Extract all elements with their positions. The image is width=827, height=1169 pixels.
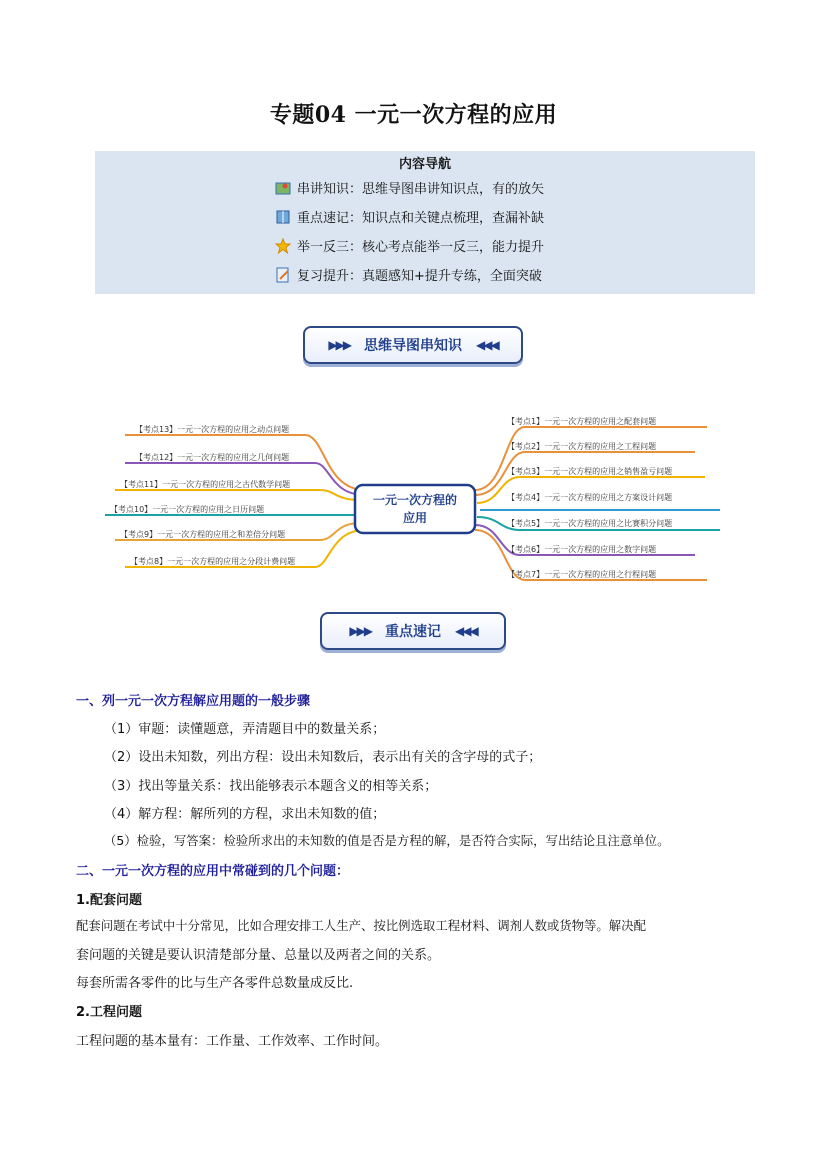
mindmap-topic-6: 【考点6】一元一次方程的应用之数字问题: [507, 545, 657, 554]
mindmap-topic-1: 【考点1】一元一次方程的应用之配套问题: [507, 417, 657, 426]
nav-item-label: 复习提升：真题感知+提升专练，全面突破: [297, 269, 542, 284]
section2-heading: 二、一元一次方程的应用中常碰到的几个问题：: [76, 864, 350, 879]
nav-item-review-knowledge: [275, 178, 544, 197]
mindmap-topic-11: 【考点11】一元一次方程的应用之古代数学问题: [120, 480, 291, 489]
paragraph-matching-1: 配套问题在考试中十分常见，比如合理安排工人生产、按比例选取工程材料、调剂人数或货物等。解决配: [76, 918, 646, 933]
arrow-left-icon: ◀◀◀: [476, 338, 498, 352]
mindmap-topic-7: 【考点7】一元一次方程的应用之行程问题: [507, 570, 657, 579]
paragraph-work: 工程问题的基本量有：工作量、工作效率、工作时间。: [76, 1034, 389, 1049]
nav-item-label: 举一反三：核心考点能举一反三，能力提升: [297, 240, 545, 255]
map-icon: [275, 180, 291, 196]
nav-item-examples: [275, 236, 544, 255]
mindmap-topic-12: 【考点12】一元一次方程的应用之几何问题: [135, 453, 290, 462]
mindmap-topic-4: 【考点4】一元一次方程的应用之方案设计问题: [507, 493, 673, 502]
center-label-line1: 一元一次方程的: [372, 493, 458, 507]
paragraph-matching-2: 套问题的关键是要认识清楚部分量、总量以及两者之间的关系。: [76, 948, 441, 963]
content-navigation: [95, 151, 755, 294]
edit-icon: [275, 267, 291, 283]
nav-item-key-notes: [275, 207, 544, 226]
mindmap-topic-5: 【考点5】一元一次方程的应用之比赛积分问题: [507, 519, 673, 528]
mindmap-topic-9: 【考点9】一元一次方程的应用之和差倍分问题: [120, 530, 286, 539]
mindmap-topic-2: 【考点2】一元一次方程的应用之工程问题: [507, 442, 657, 451]
mindmap-banner: [303, 326, 523, 364]
star-icon: [275, 238, 291, 254]
banner-label: 思维导图串知识: [364, 338, 462, 354]
step-2: （2）设出未知数，列出方程：设出未知数后，表示出有关的含字母的式子；: [104, 750, 542, 765]
page-title: 专题04 一元一次方程的应用: [269, 102, 558, 128]
center-label-line2: 应用: [402, 511, 428, 525]
arrow-right-icon: ▶▶▶: [328, 338, 350, 352]
arrow-left-icon: ◀◀◀: [455, 624, 477, 638]
section1-heading: 一、列一元一次方程解应用题的一般步骤: [76, 694, 311, 709]
book-icon: [275, 209, 291, 225]
step-3: （3）找出等量关系：找出能够表示本题含义的相等关系；: [104, 779, 438, 794]
paragraph-matching-3: 每套所需各零件的比与生产各零件总数量成反比.: [76, 976, 354, 991]
step-4: （4）解方程：解所列的方程，求出未知数的值；: [104, 807, 386, 822]
mindmap-topic-8: 【考点8】一元一次方程的应用之分段计费问题: [130, 557, 296, 566]
step-5: （5）检验，写答案：检验所求出的未知数的值是否是方程的解，是否符合实际，写出结论且注意单位。: [104, 833, 670, 848]
subheading-matching-problem: 1.配套问题: [76, 893, 142, 908]
mind-map: [95, 405, 735, 595]
key-notes-banner: [320, 612, 506, 650]
nav-item-label: 串讲知识：思维导图串讲知识点，有的放矢: [297, 182, 545, 197]
mindmap-topic-10: 【考点10】一元一次方程的应用之日历问题: [110, 505, 265, 514]
nav-heading: 内容导航: [398, 157, 451, 172]
mindmap-topic-13: 【考点13】一元一次方程的应用之动点问题: [135, 425, 290, 434]
nav-item-label: 重点速记：知识点和关键点梳理，查漏补缺: [297, 211, 545, 226]
arrow-right-icon: ▶▶▶: [349, 624, 371, 638]
step-1: （1）审题：读懂题意，弄清题目中的数量关系；: [104, 722, 386, 737]
mindmap-topic-3: 【考点3】一元一次方程的应用之销售盈亏问题: [507, 467, 673, 476]
banner-label: 重点速记: [385, 624, 441, 640]
subheading-work-problem: 2.工程问题: [76, 1005, 142, 1020]
nav-item-practice: [275, 265, 542, 284]
